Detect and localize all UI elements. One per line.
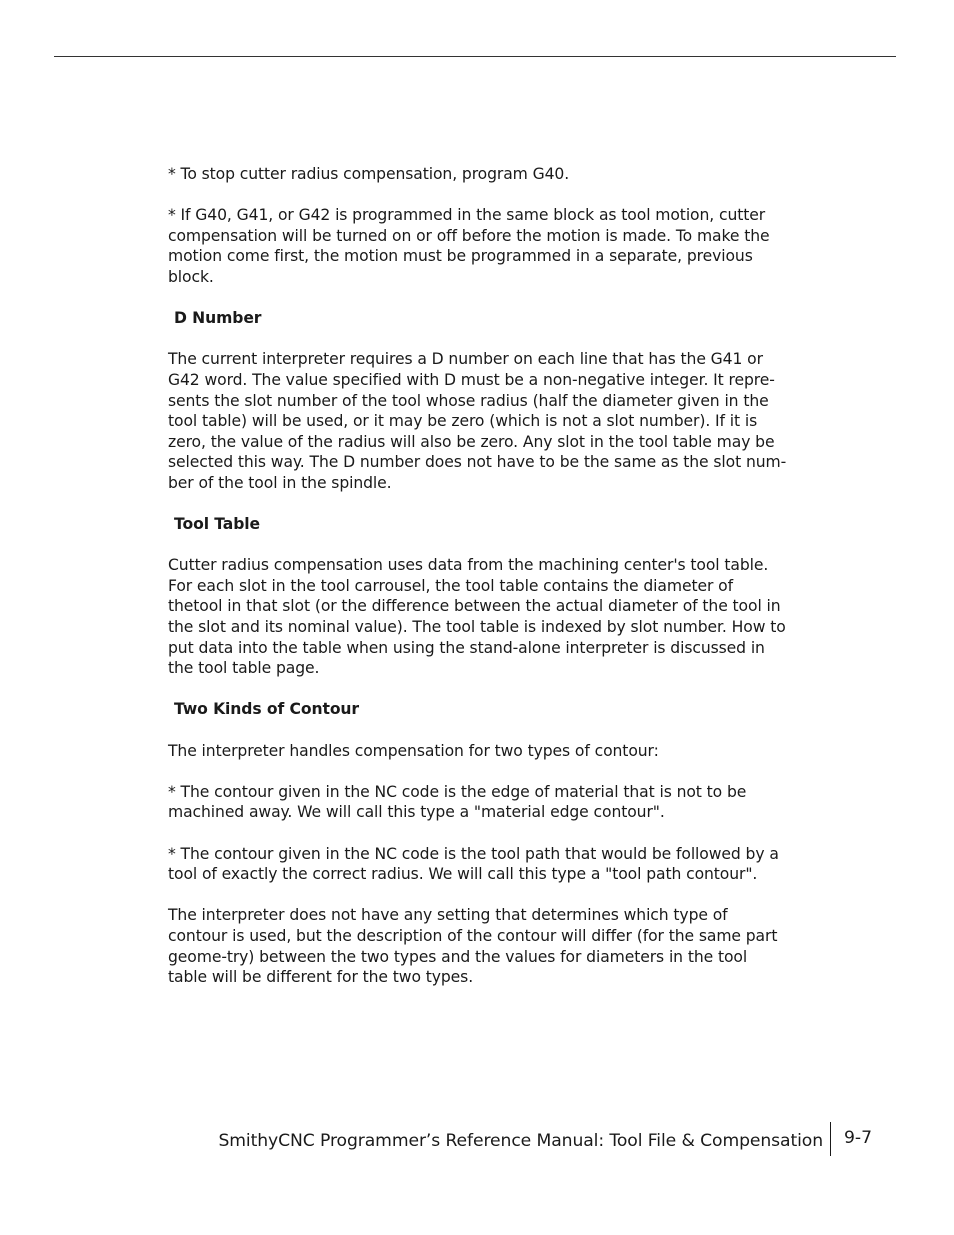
footer-divider	[830, 1122, 831, 1156]
paragraph-tool-table: Cutter radius compensation uses data from the machining center's tool table. For each slot in the tool carrousel, the tool table contains the diameter of thetool in that slot (or the difference between the actual diameter of the tool in the slot and its nominal value). The tool table is indexed by slot number. How to put data into the table when using the stand-alone interpreter is discussed in the tool table page.	[168, 556, 786, 678]
header-rule	[54, 56, 896, 57]
paragraph-contour-intro: The interpreter handles compensation for two types of contour:	[168, 741, 659, 760]
paragraph-d-number: The current interpreter requires a D number on each line that has the G41 or G42 word. The value specified with D must be a non-negative integer. It repre-sents the slot number of the tool whose radius (half the diameter given in the tool table) will be used, or it may be zero (which is not a slot number). If it is zero, the value of the radius will also be zero. Any slot in the tool table may be selected this way. The D number does not have to be the same as the slot num-ber of the tool in the spindle.	[168, 350, 787, 492]
footer-manual-title: SmithyCNC Programmer’s Reference Manual: Tool File & Compensation	[218, 1131, 823, 1151]
heading-tool-table: Tool Table	[174, 515, 260, 534]
paragraph-material-edge-contour: * The contour given in the NC code is the edge of material that is not to be machined away. We will call this type a "material edge contour".	[168, 782, 747, 822]
paragraph-same-block: * If G40, G41, or G42 is programmed in the same block as tool motion, cutter compensation will be turned on or off before the motion is made. To make the motion come first, the motion must be programmed in a separate, previous block.	[168, 206, 770, 286]
paragraph-tool-path-contour: * The contour given in the NC code is the tool path that would be followed by a tool of exactly the correct radius. We will call this type a "tool path contour".	[168, 844, 779, 884]
page-number: 9-7	[844, 1128, 873, 1148]
heading-d-number: D Number	[174, 309, 262, 328]
paragraph-contour-closing: The interpreter does not have any setting that determines which type of contour is used, but the description of the contour will differ (for the same part geome-try) between the two types and the values for diameters in the tool table will be different for the two types.	[168, 906, 778, 987]
heading-two-kinds-of-contour: Two Kinds of Contour	[174, 700, 360, 719]
page-body	[168, 164, 788, 1008]
paragraph-stop-compensation: * To stop cutter radius compensation, program G40.	[168, 165, 570, 183]
